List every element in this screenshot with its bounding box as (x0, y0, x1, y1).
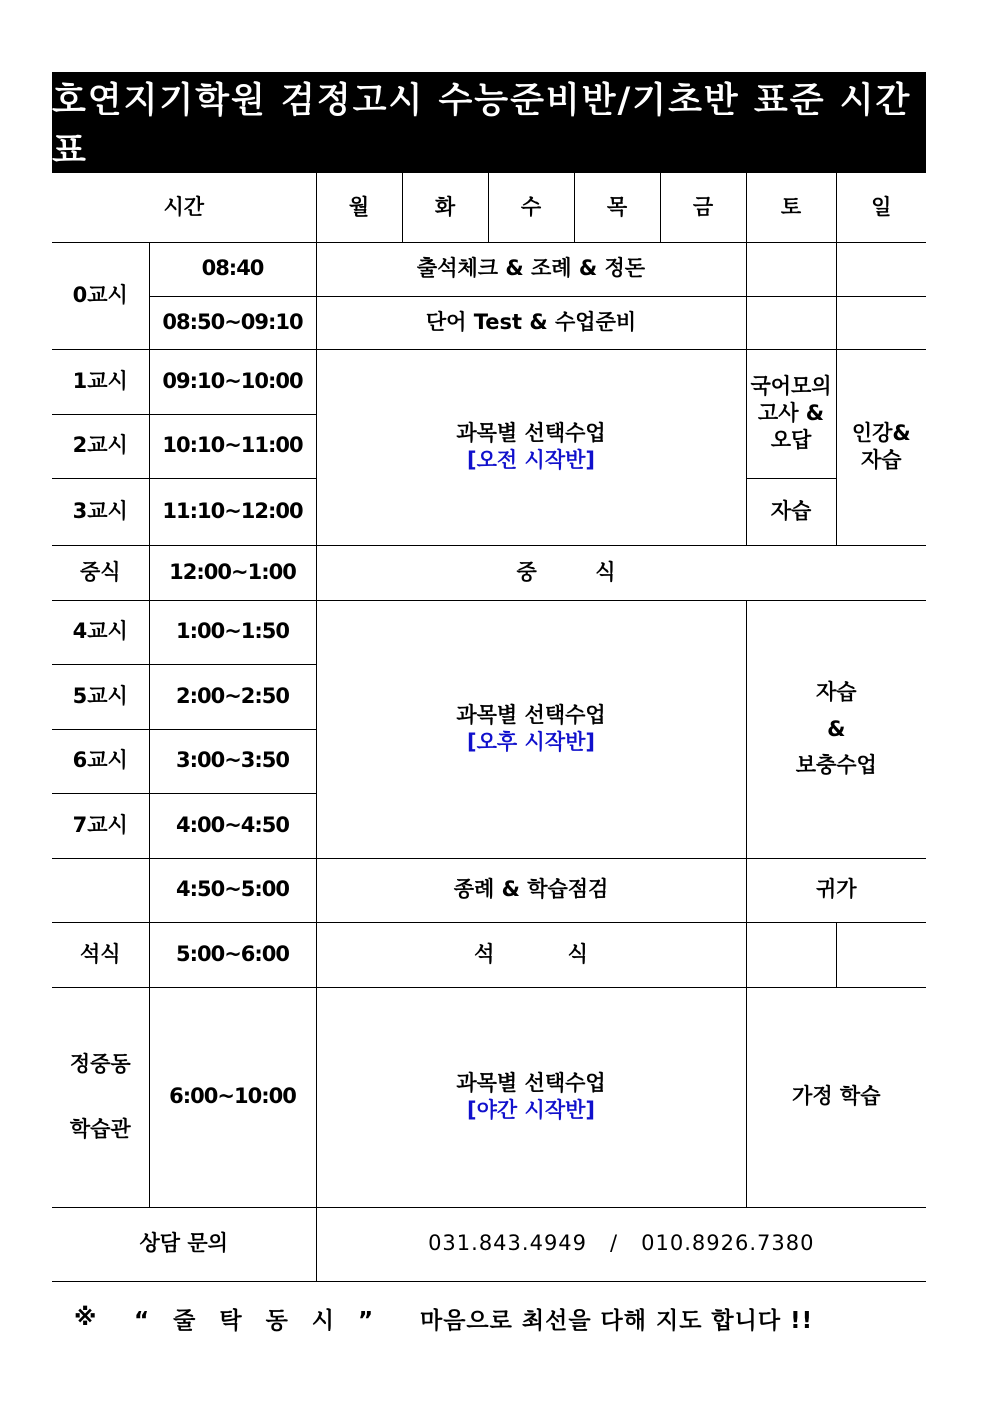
period-time: 11:10~12:00 (149, 478, 316, 545)
saturday-self-study-cell: 자습 (746, 478, 836, 545)
class-title: 과목별 선택수업 (456, 420, 606, 445)
table-row (52, 600, 926, 664)
table-row (52, 242, 926, 296)
class-title: 과목별 선택수업 (456, 1070, 606, 1095)
period-label: 0교시 (52, 242, 149, 349)
period-time: 3:00~3:50 (149, 729, 316, 793)
table-row (52, 349, 926, 414)
empty-cell (836, 242, 926, 296)
header-row (52, 173, 926, 242)
table-row (52, 296, 926, 349)
table-row (52, 545, 926, 600)
period-label: 석식 (52, 922, 149, 987)
period-time: 2:00~2:50 (149, 664, 316, 729)
table-row (52, 858, 926, 922)
period-time: 4:50~5:00 (149, 858, 316, 922)
activity-cell: 단어 Test & 수업준비 (316, 296, 746, 349)
period-label: 6교시 (52, 729, 149, 793)
contact-label: 상담 문의 (52, 1207, 316, 1281)
period-label: 학습관 (69, 1117, 131, 1141)
header-day-mon: 월 (316, 173, 402, 242)
period-label: 3교시 (52, 478, 149, 545)
home-study-cell: 가정 학습 (746, 987, 926, 1207)
header-day-sat: 토 (746, 173, 836, 242)
closing-cell: 종례 & 학습점검 (316, 858, 746, 922)
period-time: 12:00~1:00 (149, 545, 316, 600)
activity-cell: 출석체크 & 조례 & 정돈 (316, 242, 746, 296)
header-day-tue: 화 (402, 173, 488, 242)
afternoon-class-cell (316, 600, 746, 858)
header-day-wed: 수 (488, 173, 574, 242)
period-label: 4교시 (52, 600, 149, 664)
page-title: 호연지기학원 검정고시 수능준비반/기초반 표준 시간표 (52, 72, 926, 173)
period-label: 5교시 (52, 664, 149, 729)
period-time: 5:00~6:00 (149, 922, 316, 987)
class-subtitle: [오전 시작반] (467, 448, 595, 472)
empty-cell (836, 296, 926, 349)
dinner-cell: 석 식 (316, 922, 746, 987)
table-row (52, 987, 926, 1207)
period-time: 09:10~10:00 (149, 349, 316, 414)
motto (52, 1288, 926, 1348)
class-subtitle: [야간 시작반] (467, 1098, 595, 1122)
class-title: 과목별 선택수업 (456, 702, 606, 727)
contact-phone: 031.843.4949 / 010.8926.7380 (316, 1207, 926, 1281)
empty-cell (746, 922, 836, 987)
morning-class-cell (316, 349, 746, 545)
period-time: 6:00~10:00 (149, 987, 316, 1207)
weekend-study-cell: 자습 & 보충수업 (746, 600, 926, 858)
period-label: 1교시 (52, 349, 149, 414)
contact-row (52, 1207, 926, 1281)
period-time: 08:40 (149, 242, 316, 296)
header-day-thu: 목 (574, 173, 660, 242)
go-home-cell: 귀가 (746, 858, 926, 922)
header-day-sun: 일 (836, 173, 926, 242)
period-label: 7교시 (52, 793, 149, 858)
period-time: 1:00~1:50 (149, 600, 316, 664)
motto-text: 마음으로 최선을 다해 지도 합니다 !! (420, 1307, 814, 1334)
empty-cell (52, 858, 149, 922)
saturday-mock-exam-cell: 국어모의 고사 & 오답 (746, 349, 836, 478)
period-time: 10:10~11:00 (149, 414, 316, 478)
empty-cell (836, 922, 926, 987)
reference-mark: ※ (74, 1305, 97, 1331)
evening-label-cell (52, 987, 149, 1207)
class-subtitle: [오후 시작반] (467, 730, 595, 754)
lunch-cell: 중 식 (316, 545, 926, 600)
empty-cell (746, 242, 836, 296)
period-label: 정중동 (69, 1051, 131, 1076)
period-time: 08:50~09:10 (149, 296, 316, 349)
header-day-fri: 금 (660, 173, 746, 242)
timetable (52, 173, 926, 1282)
header-time: 시간 (52, 173, 316, 242)
period-label: 2교시 (52, 414, 149, 478)
sunday-self-study-cell: 인강& 자습 (836, 349, 926, 545)
table-row (52, 922, 926, 987)
period-label: 중식 (52, 545, 149, 600)
empty-cell (746, 296, 836, 349)
evening-class-cell (316, 987, 746, 1207)
period-time: 4:00~4:50 (149, 793, 316, 858)
motto-quote: “ 줄 탁 동 시 ” (134, 1307, 382, 1334)
